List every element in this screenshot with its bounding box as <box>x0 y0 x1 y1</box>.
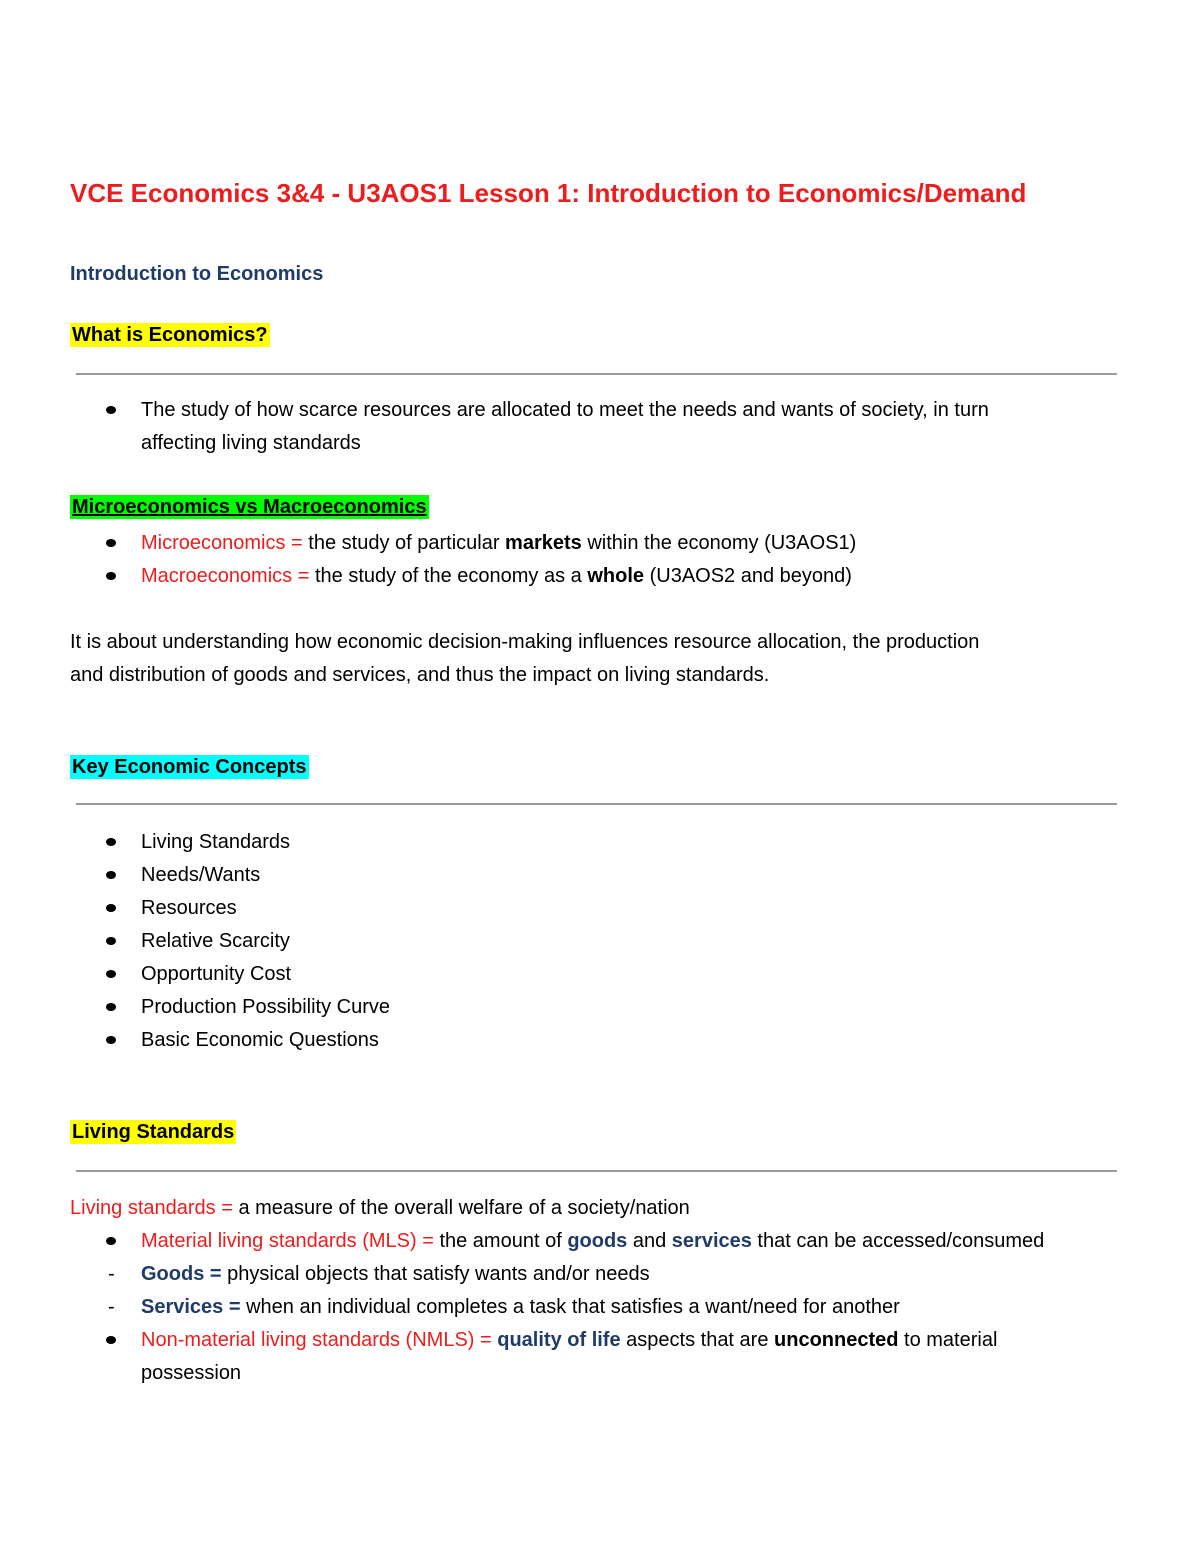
bullet-icon <box>106 1003 116 1011</box>
micro-text-post: within the economy (U3AOS1) <box>581 532 857 554</box>
bullet-icon <box>106 572 116 580</box>
macro-term: Macroeconomics = <box>141 565 310 587</box>
paragraph-line1: It is about understanding how economic decision-making influences resource allocation, the production <box>70 631 980 653</box>
concept-item: Basic Economic Questions <box>141 1029 379 1051</box>
concept-item: Resources <box>141 897 237 919</box>
micro-definition <box>141 527 856 560</box>
services-term: Services = <box>141 1296 241 1318</box>
heading-living-standards-label: Living Standards <box>72 1121 235 1143</box>
dash-marker: - <box>108 1263 115 1285</box>
living-standards-definition <box>70 1192 690 1225</box>
bullet-icon <box>106 937 116 945</box>
divider-2 <box>76 803 1117 805</box>
concept-item: Production Possibility Curve <box>141 996 390 1018</box>
what-is-definition-line2: affecting living standards <box>141 432 361 454</box>
mls-definition <box>141 1225 1044 1258</box>
services-text: when an individual completes a task that satisfies a want/need for another <box>240 1296 900 1318</box>
bullet-icon <box>106 904 116 912</box>
bullet-icon <box>106 871 116 879</box>
nmls-term: Non-material living standards (NMLS) = <box>141 1329 492 1351</box>
nmls-quality-of-life: quality of life <box>497 1329 621 1351</box>
bullet-icon <box>106 970 116 978</box>
nmls-definition <box>141 1324 997 1357</box>
living-standards-text: a measure of the overall welfare of a society/nation <box>232 1197 690 1219</box>
concept-item: Living Standards <box>141 831 290 853</box>
services-definition <box>141 1291 900 1324</box>
mls-text-pre: the amount of <box>433 1230 568 1252</box>
bullet-icon <box>106 1237 116 1245</box>
document-title: VCE Economics 3&4 - U3AOS1 Lesson 1: Introduction to Economics/Demand <box>70 178 1027 208</box>
dash-marker: - <box>108 1296 115 1318</box>
what-is-definition-line1: The study of how scarce resources are allocated to meet the needs and wants of society, in turn <box>141 399 989 421</box>
mls-text-post: that can be accessed/consumed <box>751 1230 1045 1252</box>
nmls-text-post: to material <box>898 1329 998 1351</box>
mls-text-and: and <box>627 1230 672 1252</box>
mls-services-term: services <box>671 1230 752 1252</box>
bullet-icon <box>106 1036 116 1044</box>
macro-text-pre: the study of the economy as a <box>309 565 588 587</box>
divider-3 <box>76 1170 1117 1172</box>
heading-living-standards <box>70 1121 236 1144</box>
nmls-text-pre: aspects that are <box>620 1329 775 1351</box>
mls-goods-term: goods <box>567 1230 628 1252</box>
macro-text-bold: whole <box>587 565 645 587</box>
bullet-icon <box>106 1336 116 1344</box>
heading-key-concepts <box>70 756 309 779</box>
macro-text-post: (U3AOS2 and beyond) <box>644 565 852 587</box>
nmls-definition-line2: possession <box>141 1362 242 1384</box>
concept-item: Needs/Wants <box>141 864 261 886</box>
micro-text-bold: markets <box>505 532 582 554</box>
living-standards-term: Living standards = <box>70 1197 233 1219</box>
goods-text: physical objects that satisfy wants and/or needs <box>221 1263 650 1285</box>
bullet-icon <box>106 838 116 846</box>
paragraph-line2: and distribution of goods and services, and thus the impact on living standards. <box>70 664 770 686</box>
heading-what-is-economics <box>70 324 270 347</box>
heading-what-is-economics-label: What is Economics? <box>72 324 268 346</box>
bullet-icon <box>106 539 116 547</box>
goods-term: Goods = <box>141 1263 222 1285</box>
section-heading-intro: Introduction to Economics <box>70 263 324 285</box>
micro-term: Microeconomics = <box>141 532 303 554</box>
concept-item: Relative Scarcity <box>141 930 290 952</box>
heading-micro-vs-macro-label: Microeconomics vs Macroeconomics <box>72 496 427 518</box>
mls-term: Material living standards (MLS) = <box>141 1230 434 1252</box>
heading-key-concepts-label: Key Economic Concepts <box>72 756 307 778</box>
nmls-text-bold: unconnected <box>774 1329 899 1351</box>
divider-1 <box>76 373 1117 375</box>
heading-micro-vs-macro <box>70 496 429 519</box>
micro-text-pre: the study of particular <box>302 532 506 554</box>
concept-item: Opportunity Cost <box>141 963 292 985</box>
macro-definition <box>141 560 852 593</box>
goods-definition <box>141 1258 650 1291</box>
bullet-icon <box>106 406 116 414</box>
